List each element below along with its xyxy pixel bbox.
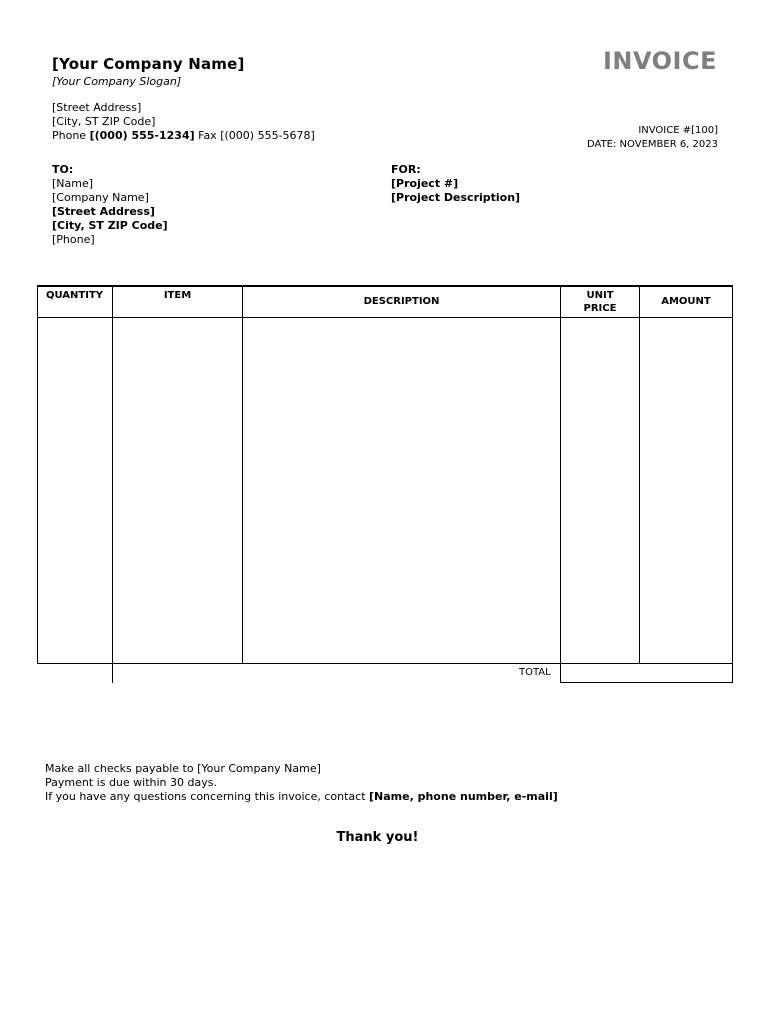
questions-prefix: If you have any questions concerning this invoice, contact xyxy=(45,790,366,803)
col-divider-unit-price xyxy=(639,285,640,664)
table-top-border xyxy=(37,285,733,287)
company-name: [Your Company Name] xyxy=(52,55,245,73)
table-right-border xyxy=(732,285,733,683)
table-left-border xyxy=(37,285,38,664)
col-divider-item xyxy=(242,285,243,664)
header-amount: AMOUNT xyxy=(661,296,711,307)
table-body-bottom xyxy=(37,663,733,664)
to-street: [Street Address] xyxy=(52,205,155,218)
project-description: [Project Description] xyxy=(391,191,521,204)
fax-label: Fax xyxy=(198,129,217,142)
col-divider-description xyxy=(560,285,561,683)
invoice-number: INVOICE #[100] xyxy=(638,125,718,136)
to-label: TO: xyxy=(52,163,74,176)
project-number: [Project #] xyxy=(391,177,459,190)
invoice-title: INVOICE xyxy=(602,47,717,75)
header-description: DESCRIPTION xyxy=(363,296,440,307)
to-phone: [Phone] xyxy=(52,233,95,246)
col-divider-quantity xyxy=(112,285,113,683)
header-quantity: QUANTITY xyxy=(45,290,104,301)
questions-note xyxy=(45,790,558,804)
phone-label: Phone xyxy=(52,129,87,142)
total-box-bottom xyxy=(560,682,733,683)
for-block xyxy=(391,163,520,205)
payment-due-note: Payment is due within 30 days. xyxy=(45,776,217,789)
line-items-table xyxy=(37,285,733,683)
header-unit-price xyxy=(561,289,639,315)
header-unit-price-line2: PRICE xyxy=(583,303,617,314)
table-header-divider xyxy=(37,317,733,318)
questions-contact: [Name, phone number, e-mail] xyxy=(369,790,558,803)
invoice-date: DATE: NOVEMBER 6, 2023 xyxy=(586,139,718,150)
to-company: [Company Name] xyxy=(52,191,149,204)
header-item: ITEM xyxy=(163,290,192,301)
bill-to-block xyxy=(52,163,168,247)
company-slogan: [Your Company Slogan] xyxy=(52,75,182,88)
fax-number: [(000) 555-5678] xyxy=(220,129,315,142)
sender-street: [Street Address] xyxy=(52,101,142,114)
to-name: [Name] xyxy=(52,177,94,190)
thank-you-note: Thank you! xyxy=(336,830,419,845)
checks-payable-note: Make all checks payable to [Your Company Name] xyxy=(45,762,321,775)
to-city: [City, ST ZIP Code] xyxy=(52,219,168,232)
for-label: FOR: xyxy=(391,163,421,176)
sender-city: [City, ST ZIP Code] xyxy=(52,115,156,128)
total-label: TOTAL xyxy=(519,667,551,678)
header-unit-price-line1: UNIT xyxy=(586,290,614,301)
phone-number: [(000) 555-1234] xyxy=(89,129,195,142)
sender-phone-line xyxy=(52,129,315,143)
